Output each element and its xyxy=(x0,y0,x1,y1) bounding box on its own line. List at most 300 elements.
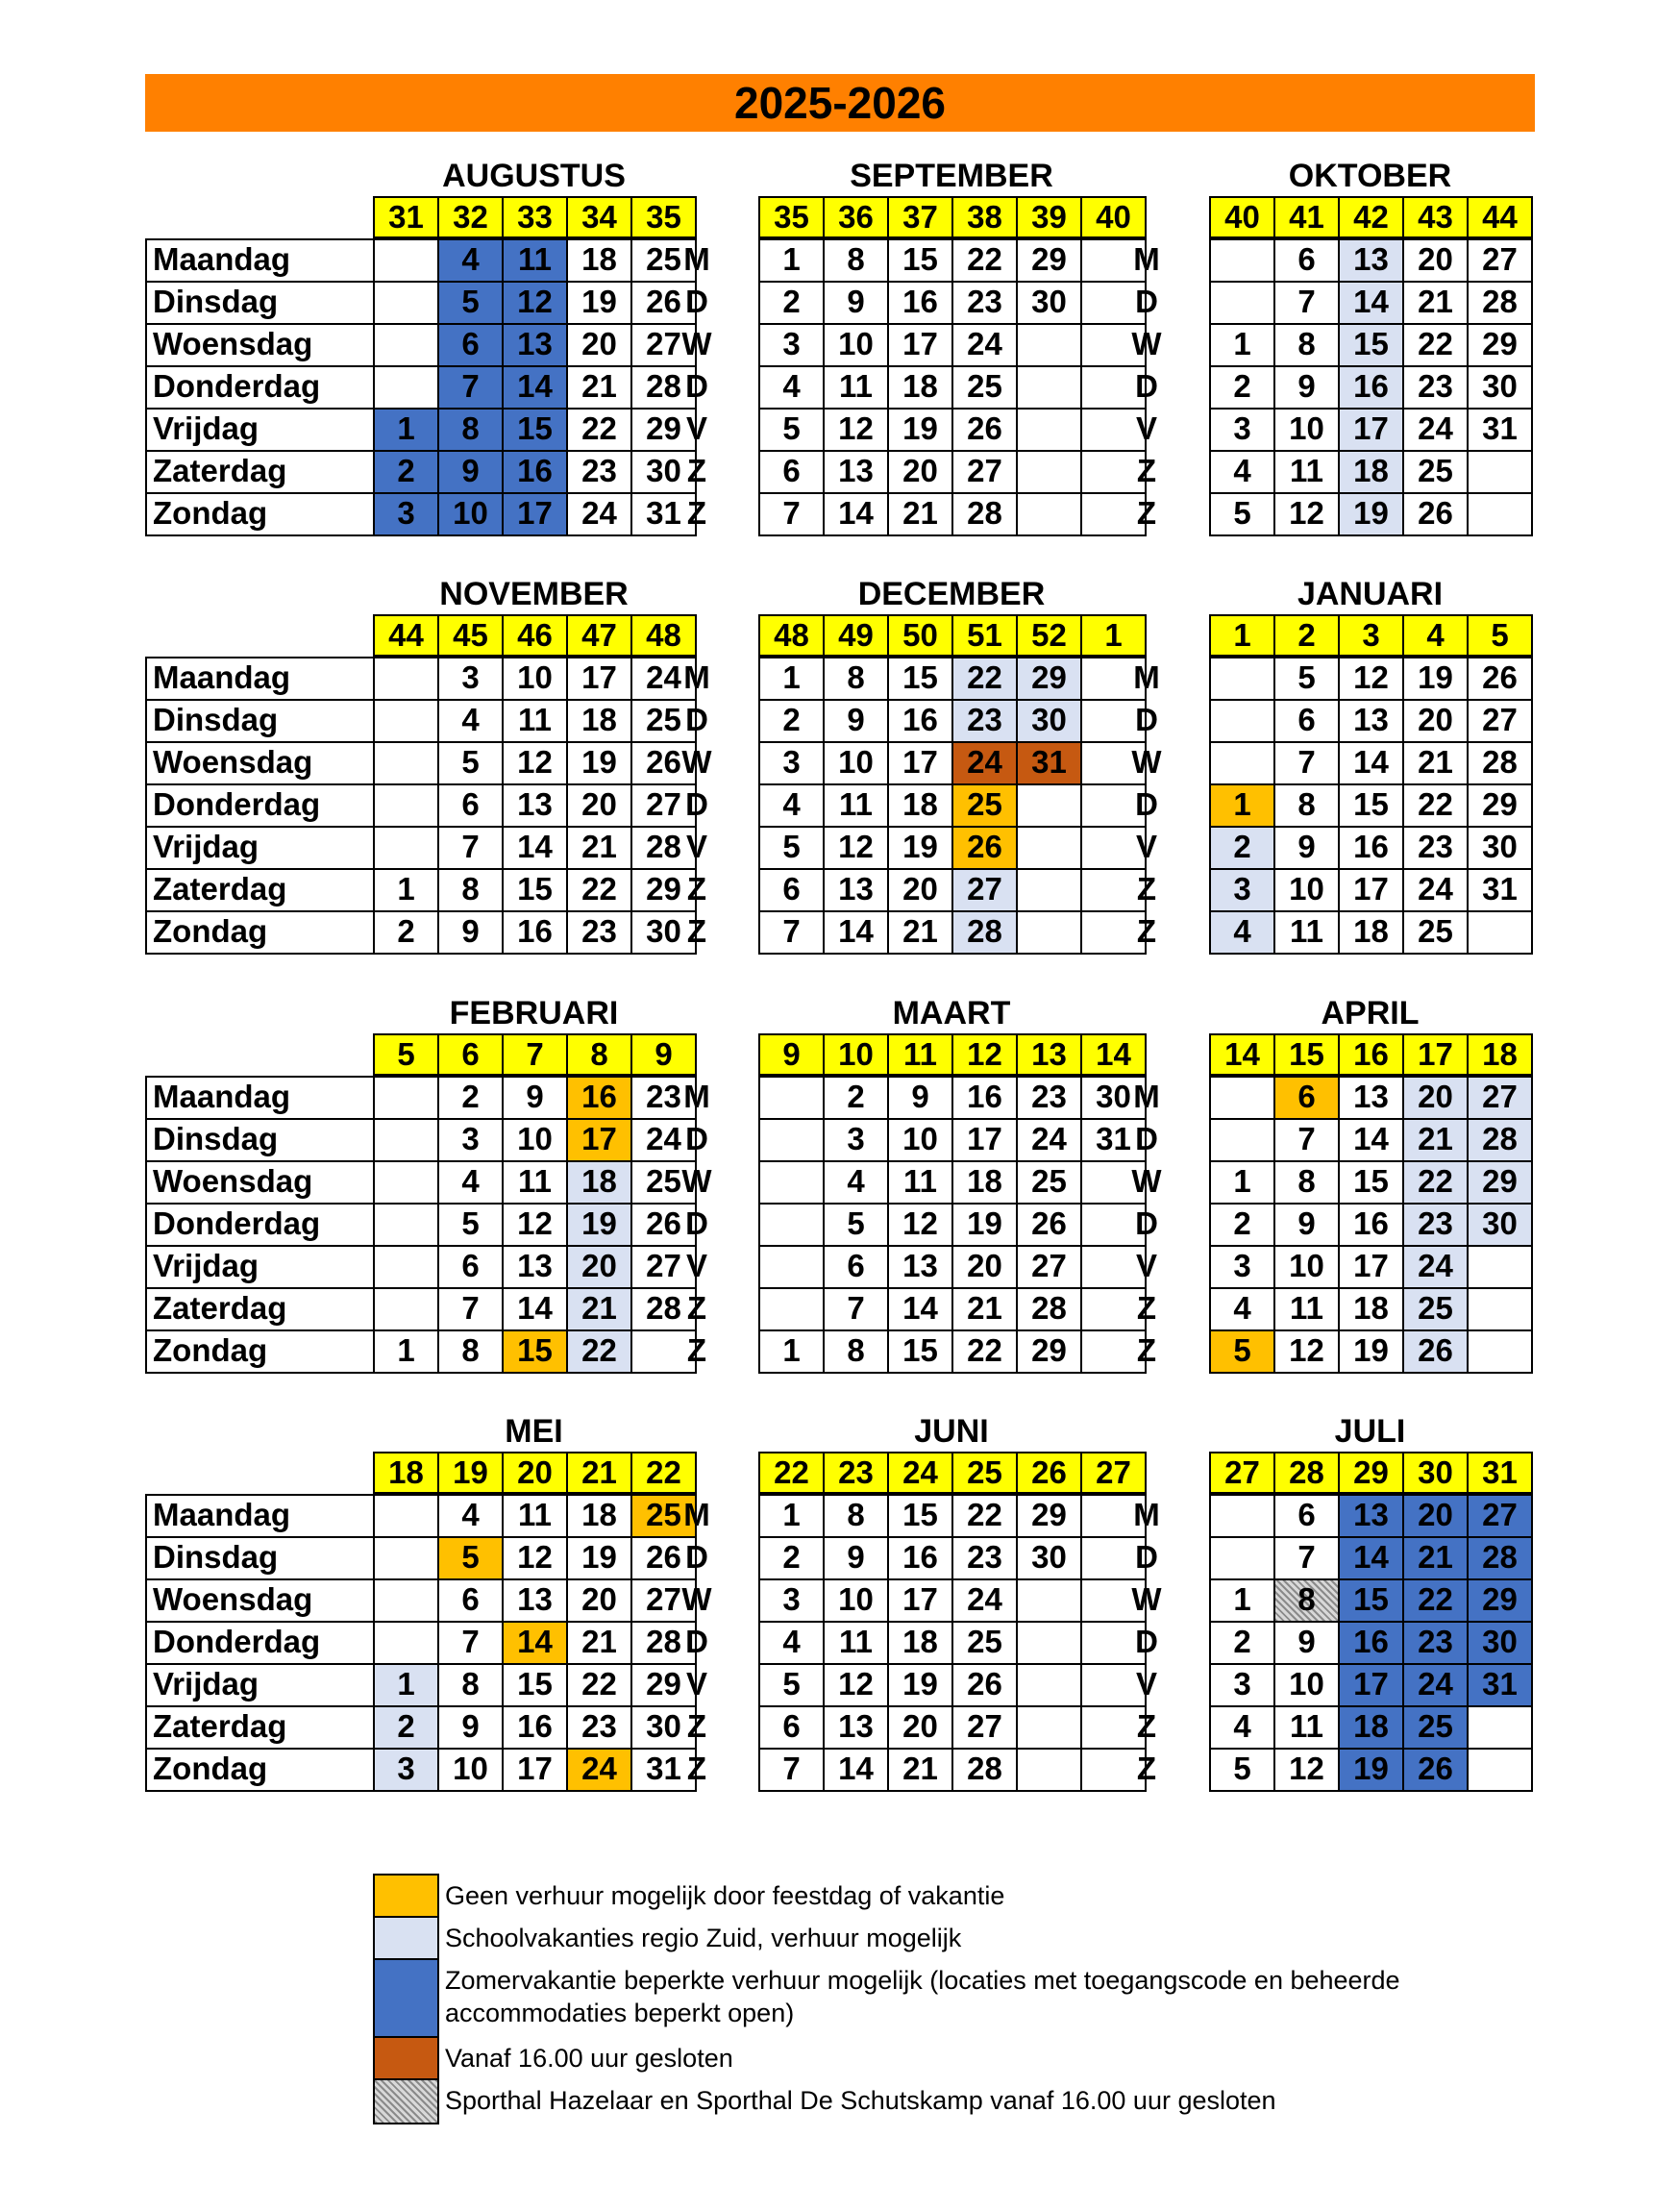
day-cell: 4 xyxy=(437,1160,504,1205)
day-cell: 20 xyxy=(566,1578,632,1623)
day-cell: 13 xyxy=(1338,1076,1404,1120)
month-title-maart: MAART xyxy=(892,995,1011,1031)
day-cell: 27 xyxy=(630,1578,697,1623)
day-cell: 16 xyxy=(502,910,568,955)
day-cell: 7 xyxy=(437,1287,504,1331)
day-cell: 7 xyxy=(437,365,504,410)
day-cell: 31 xyxy=(630,1748,697,1792)
day-letter: Z xyxy=(1136,1290,1157,1326)
day-cell: 1 xyxy=(373,868,439,912)
day-cell: 22 xyxy=(951,1329,1018,1374)
day-name: Woensdag xyxy=(145,1160,375,1205)
day-cell: 12 xyxy=(823,408,889,452)
legend-swatch-closed xyxy=(373,2036,439,2080)
day-cell: 26 xyxy=(1016,1203,1082,1247)
day-cell: 31 xyxy=(1080,1118,1147,1162)
day-cell: 11 xyxy=(502,1494,568,1538)
day-cell: 25 xyxy=(951,365,1018,410)
day-cell: 3 xyxy=(758,741,825,785)
day-cell: 6 xyxy=(1273,1076,1340,1120)
day-cell: 25 xyxy=(1016,1160,1082,1205)
week-number: 9 xyxy=(758,1033,825,1076)
day-cell xyxy=(373,699,439,743)
day-cell: 9 xyxy=(437,910,504,955)
day-cell: 23 xyxy=(1402,1203,1469,1247)
day-cell: 14 xyxy=(502,826,568,870)
day-letter: W xyxy=(681,326,712,361)
day-cell: 20 xyxy=(887,1705,953,1750)
week-number: 29 xyxy=(1338,1452,1404,1494)
day-cell: 18 xyxy=(566,1494,632,1538)
day-cell xyxy=(1016,492,1082,536)
day-cell: 23 xyxy=(566,1705,632,1750)
day-letter: Z xyxy=(1136,1332,1157,1368)
day-cell: 21 xyxy=(887,492,953,536)
day-cell: 20 xyxy=(566,1245,632,1289)
day-cell: 24 xyxy=(951,1578,1018,1623)
day-cell xyxy=(1016,868,1082,912)
day-cell: 30 xyxy=(630,1705,697,1750)
day-cell: 11 xyxy=(1273,1287,1340,1331)
day-cell: 21 xyxy=(951,1287,1018,1331)
day-cell: 29 xyxy=(630,1663,697,1707)
day-cell: 27 xyxy=(1016,1245,1082,1289)
day-cell xyxy=(1016,783,1082,828)
legend-text: Schoolvakanties regio Zuid, verhuur mogelijk xyxy=(445,1924,962,1952)
day-cell: 16 xyxy=(887,281,953,325)
day-cell: 22 xyxy=(1402,1160,1469,1205)
day-cell: 3 xyxy=(1209,868,1275,912)
day-cell xyxy=(1016,1748,1082,1792)
day-cell: 2 xyxy=(758,1536,825,1580)
legend-text: Geen verhuur mogelijk door feestdag of vakantie xyxy=(445,1881,1005,1910)
day-cell: 4 xyxy=(758,1621,825,1665)
day-cell: 23 xyxy=(1402,826,1469,870)
day-letter: M xyxy=(1133,1497,1160,1532)
day-cell: 1 xyxy=(1209,1578,1275,1623)
day-cell: 19 xyxy=(566,741,632,785)
week-number: 48 xyxy=(758,614,825,657)
day-cell: 8 xyxy=(437,1663,504,1707)
week-number: 27 xyxy=(1209,1452,1275,1494)
day-cell: 21 xyxy=(1402,281,1469,325)
day-cell: 1 xyxy=(1209,783,1275,828)
day-letter: D xyxy=(1135,368,1158,404)
day-cell: 13 xyxy=(823,450,889,494)
day-cell: 29 xyxy=(630,408,697,452)
day-name: Maandag xyxy=(145,1494,375,1538)
day-cell: 15 xyxy=(502,868,568,912)
legend-swatch-school xyxy=(373,1916,439,1960)
day-letter: Z xyxy=(1136,1751,1157,1786)
day-cell: 24 xyxy=(1402,1245,1469,1289)
day-cell: 10 xyxy=(887,1118,953,1162)
day-cell: 21 xyxy=(1402,1118,1469,1162)
week-number: 18 xyxy=(1467,1033,1533,1076)
day-letter: D xyxy=(685,786,708,822)
week-number: 19 xyxy=(437,1452,504,1494)
day-cell: 15 xyxy=(1338,1578,1404,1623)
day-cell: 17 xyxy=(502,1748,568,1792)
week-number: 26 xyxy=(1016,1452,1082,1494)
day-cell xyxy=(373,826,439,870)
day-cell: 19 xyxy=(1402,657,1469,701)
day-letter: Z xyxy=(686,913,707,949)
day-cell: 23 xyxy=(1402,365,1469,410)
day-letter: D xyxy=(685,1624,708,1659)
day-cell: 6 xyxy=(437,323,504,367)
week-number: 51 xyxy=(951,614,1018,657)
day-cell: 28 xyxy=(1016,1287,1082,1331)
week-number: 13 xyxy=(1016,1033,1082,1076)
day-cell: 11 xyxy=(1273,1705,1340,1750)
day-letter: W xyxy=(1131,1581,1162,1617)
day-cell: 6 xyxy=(437,783,504,828)
day-cell: 30 xyxy=(1016,1536,1082,1580)
day-name: Woensdag xyxy=(145,323,375,367)
day-name: Maandag xyxy=(145,657,375,701)
day-cell: 6 xyxy=(823,1245,889,1289)
day-cell: 3 xyxy=(758,323,825,367)
day-cell: 2 xyxy=(1209,826,1275,870)
day-cell: 9 xyxy=(823,281,889,325)
day-cell: 23 xyxy=(566,450,632,494)
day-cell: 7 xyxy=(437,1621,504,1665)
day-letter: D xyxy=(685,1121,708,1156)
week-number: 38 xyxy=(951,196,1018,238)
week-number: 37 xyxy=(887,196,953,238)
week-number: 2 xyxy=(1273,614,1340,657)
day-cell: 14 xyxy=(1338,1118,1404,1162)
day-cell: 1 xyxy=(373,1663,439,1707)
day-cell: 28 xyxy=(630,1621,697,1665)
day-cell xyxy=(1016,365,1082,410)
day-cell: 14 xyxy=(502,1621,568,1665)
day-name: Zaterdag xyxy=(145,1705,375,1750)
day-cell: 24 xyxy=(1402,868,1469,912)
day-cell: 1 xyxy=(1209,323,1275,367)
week-number: 10 xyxy=(823,1033,889,1076)
day-cell: 18 xyxy=(1338,910,1404,955)
day-cell: 5 xyxy=(1209,492,1275,536)
day-cell xyxy=(1209,657,1275,701)
day-cell xyxy=(1467,1748,1533,1792)
day-cell: 2 xyxy=(758,281,825,325)
day-cell: 8 xyxy=(823,1494,889,1538)
month-title-april: APRIL xyxy=(1321,995,1420,1031)
day-cell: 3 xyxy=(1209,1663,1275,1707)
day-cell: 23 xyxy=(1402,1621,1469,1665)
day-cell: 24 xyxy=(951,741,1018,785)
week-number: 8 xyxy=(566,1033,632,1076)
week-number: 15 xyxy=(1273,1033,1340,1076)
day-cell: 6 xyxy=(758,1705,825,1750)
day-cell: 29 xyxy=(1467,1160,1533,1205)
day-cell: 18 xyxy=(951,1160,1018,1205)
day-cell: 10 xyxy=(502,1118,568,1162)
day-cell: 27 xyxy=(1467,699,1533,743)
day-cell: 18 xyxy=(887,783,953,828)
week-number: 23 xyxy=(823,1452,889,1494)
day-cell: 25 xyxy=(1402,1287,1469,1331)
day-cell: 9 xyxy=(437,450,504,494)
day-cell: 18 xyxy=(566,1160,632,1205)
day-letter: D xyxy=(685,702,708,737)
day-cell: 9 xyxy=(887,1076,953,1120)
day-cell: 23 xyxy=(1016,1076,1082,1120)
day-cell: 1 xyxy=(373,1329,439,1374)
day-cell: 19 xyxy=(566,281,632,325)
day-cell: 7 xyxy=(758,492,825,536)
week-number: 4 xyxy=(1402,614,1469,657)
day-letter: M xyxy=(683,1497,710,1532)
day-cell: 3 xyxy=(1209,1245,1275,1289)
day-cell: 23 xyxy=(951,1536,1018,1580)
day-letter: D xyxy=(1135,786,1158,822)
day-cell: 13 xyxy=(823,868,889,912)
day-cell: 31 xyxy=(1467,868,1533,912)
day-cell xyxy=(1016,1621,1082,1665)
day-cell: 7 xyxy=(437,826,504,870)
week-number: 48 xyxy=(630,614,697,657)
day-cell: 6 xyxy=(1273,699,1340,743)
day-cell: 5 xyxy=(437,741,504,785)
day-cell: 17 xyxy=(566,1118,632,1162)
month-title-januari: JANUARI xyxy=(1297,576,1444,612)
day-cell: 17 xyxy=(887,1578,953,1623)
day-cell xyxy=(1016,323,1082,367)
week-number: 27 xyxy=(1080,1452,1147,1494)
day-cell: 9 xyxy=(1273,1203,1340,1247)
day-cell xyxy=(1016,1663,1082,1707)
day-cell xyxy=(758,1287,825,1331)
day-cell xyxy=(1209,1536,1275,1580)
day-letter: Z xyxy=(686,453,707,488)
day-cell: 29 xyxy=(1467,783,1533,828)
week-number: 33 xyxy=(502,196,568,238)
day-cell: 18 xyxy=(1338,1287,1404,1331)
day-cell: 7 xyxy=(1273,1118,1340,1162)
day-letter: W xyxy=(681,744,712,780)
day-cell: 24 xyxy=(630,657,697,701)
day-cell: 28 xyxy=(1467,1536,1533,1580)
week-number: 43 xyxy=(1402,196,1469,238)
day-letter: Z xyxy=(686,495,707,531)
day-cell: 29 xyxy=(630,868,697,912)
day-cell: 24 xyxy=(1402,408,1469,452)
day-cell: 4 xyxy=(437,238,504,283)
week-number: 11 xyxy=(887,1033,953,1076)
day-cell: 1 xyxy=(1209,1160,1275,1205)
day-name: Donderdag xyxy=(145,783,375,828)
week-number: 21 xyxy=(566,1452,632,1494)
day-cell: 16 xyxy=(1338,826,1404,870)
day-cell: 19 xyxy=(1338,1329,1404,1374)
day-cell: 16 xyxy=(887,699,953,743)
week-number: 9 xyxy=(630,1033,697,1076)
day-cell xyxy=(758,1118,825,1162)
day-cell: 23 xyxy=(951,281,1018,325)
day-letter: W xyxy=(1131,1163,1162,1199)
day-cell: 19 xyxy=(1338,492,1404,536)
day-cell: 1 xyxy=(758,657,825,701)
day-cell: 2 xyxy=(1209,365,1275,410)
day-cell: 19 xyxy=(887,1663,953,1707)
day-cell: 15 xyxy=(887,1329,953,1374)
day-cell: 5 xyxy=(437,281,504,325)
day-cell: 11 xyxy=(1273,910,1340,955)
day-cell: 17 xyxy=(951,1118,1018,1162)
day-letter: V xyxy=(685,1666,707,1702)
day-cell: 19 xyxy=(566,1203,632,1247)
day-letter: M xyxy=(1133,1079,1160,1114)
day-name: Zondag xyxy=(145,1748,375,1792)
day-letter: Z xyxy=(1136,913,1157,949)
day-cell: 3 xyxy=(373,492,439,536)
day-letter: D xyxy=(1135,1121,1158,1156)
day-cell xyxy=(1467,910,1533,955)
day-cell xyxy=(373,365,439,410)
day-cell: 8 xyxy=(823,1329,889,1374)
week-number: 30 xyxy=(1402,1452,1469,1494)
month-title-februari: FEBRUARI xyxy=(449,995,619,1031)
day-cell: 14 xyxy=(502,365,568,410)
day-cell: 1 xyxy=(758,238,825,283)
month-title-december: DECEMBER xyxy=(857,576,1046,612)
day-cell: 10 xyxy=(823,323,889,367)
day-cell: 17 xyxy=(502,492,568,536)
day-cell: 12 xyxy=(823,826,889,870)
day-cell: 5 xyxy=(437,1536,504,1580)
day-cell xyxy=(1209,1494,1275,1538)
day-cell: 21 xyxy=(887,1748,953,1792)
day-cell: 6 xyxy=(758,868,825,912)
day-cell xyxy=(373,1287,439,1331)
day-cell xyxy=(373,1621,439,1665)
day-cell: 16 xyxy=(887,1536,953,1580)
day-cell: 1 xyxy=(758,1329,825,1374)
day-letter: M xyxy=(1133,241,1160,277)
week-number: 52 xyxy=(1016,614,1082,657)
week-number: 44 xyxy=(1467,196,1533,238)
month-title-juli: JULI xyxy=(1334,1413,1406,1450)
day-letter: D xyxy=(1135,284,1158,319)
day-cell: 26 xyxy=(630,741,697,785)
week-number: 42 xyxy=(1338,196,1404,238)
day-cell xyxy=(1016,1578,1082,1623)
day-cell: 15 xyxy=(502,1329,568,1374)
day-cell: 13 xyxy=(502,1245,568,1289)
day-cell: 13 xyxy=(1338,699,1404,743)
day-name: Zondag xyxy=(145,910,375,955)
day-cell: 25 xyxy=(1402,910,1469,955)
legend-swatch-feest xyxy=(373,1874,439,1918)
day-cell: 20 xyxy=(951,1245,1018,1289)
day-cell: 22 xyxy=(951,657,1018,701)
week-number: 12 xyxy=(951,1033,1018,1076)
day-cell: 21 xyxy=(566,1621,632,1665)
week-number: 6 xyxy=(437,1033,504,1076)
day-letter: V xyxy=(685,1248,707,1283)
day-cell: 3 xyxy=(437,1118,504,1162)
day-cell: 17 xyxy=(566,657,632,701)
day-cell: 16 xyxy=(566,1076,632,1120)
day-cell: 8 xyxy=(1273,1578,1340,1623)
day-cell: 9 xyxy=(1273,826,1340,870)
day-cell: 16 xyxy=(1338,365,1404,410)
day-cell xyxy=(758,1160,825,1205)
day-cell: 27 xyxy=(951,868,1018,912)
week-number: 14 xyxy=(1080,1033,1147,1076)
day-cell: 8 xyxy=(437,868,504,912)
day-cell: 6 xyxy=(758,450,825,494)
day-cell: 17 xyxy=(887,323,953,367)
day-letter: D xyxy=(685,368,708,404)
day-name: Dinsdag xyxy=(145,281,375,325)
day-name: Vrijdag xyxy=(145,826,375,870)
day-cell xyxy=(373,1118,439,1162)
day-cell: 28 xyxy=(951,492,1018,536)
week-number: 1 xyxy=(1209,614,1275,657)
day-letter: W xyxy=(1131,744,1162,780)
month-title-mei: MEI xyxy=(505,1413,563,1450)
week-number: 34 xyxy=(566,196,632,238)
day-letter: D xyxy=(685,284,708,319)
day-name: Vrijdag xyxy=(145,408,375,452)
day-cell: 24 xyxy=(951,323,1018,367)
day-cell: 2 xyxy=(373,450,439,494)
day-cell: 2 xyxy=(373,910,439,955)
day-cell: 20 xyxy=(1402,699,1469,743)
day-cell: 13 xyxy=(502,783,568,828)
day-cell: 14 xyxy=(502,1287,568,1331)
day-cell: 11 xyxy=(1273,450,1340,494)
day-cell: 3 xyxy=(437,657,504,701)
day-cell xyxy=(1467,1245,1533,1289)
day-cell: 8 xyxy=(1273,1160,1340,1205)
week-number: 31 xyxy=(1467,1452,1533,1494)
day-cell xyxy=(373,1578,439,1623)
day-cell: 25 xyxy=(1402,450,1469,494)
day-cell xyxy=(373,1494,439,1538)
day-name: Woensdag xyxy=(145,1578,375,1623)
day-name: Vrijdag xyxy=(145,1663,375,1707)
day-cell: 5 xyxy=(1273,657,1340,701)
day-cell: 20 xyxy=(887,450,953,494)
day-cell xyxy=(373,657,439,701)
day-cell: 11 xyxy=(823,365,889,410)
week-number: 41 xyxy=(1273,196,1340,238)
day-cell: 25 xyxy=(630,1160,697,1205)
day-cell: 8 xyxy=(1273,783,1340,828)
day-cell: 26 xyxy=(1402,492,1469,536)
day-cell: 17 xyxy=(1338,1663,1404,1707)
day-cell xyxy=(373,238,439,283)
day-cell: 30 xyxy=(1467,1621,1533,1665)
day-letter: M xyxy=(683,241,710,277)
day-cell: 13 xyxy=(823,1705,889,1750)
day-cell: 31 xyxy=(1467,408,1533,452)
day-cell xyxy=(1016,910,1082,955)
day-cell: 11 xyxy=(502,238,568,283)
day-cell: 4 xyxy=(1209,910,1275,955)
day-cell: 10 xyxy=(1273,1245,1340,1289)
page-title: 2025-2026 xyxy=(734,78,946,128)
day-cell: 6 xyxy=(437,1245,504,1289)
day-cell: 4 xyxy=(1209,1287,1275,1331)
week-number: 25 xyxy=(951,1452,1018,1494)
day-letter: Z xyxy=(686,1751,707,1786)
